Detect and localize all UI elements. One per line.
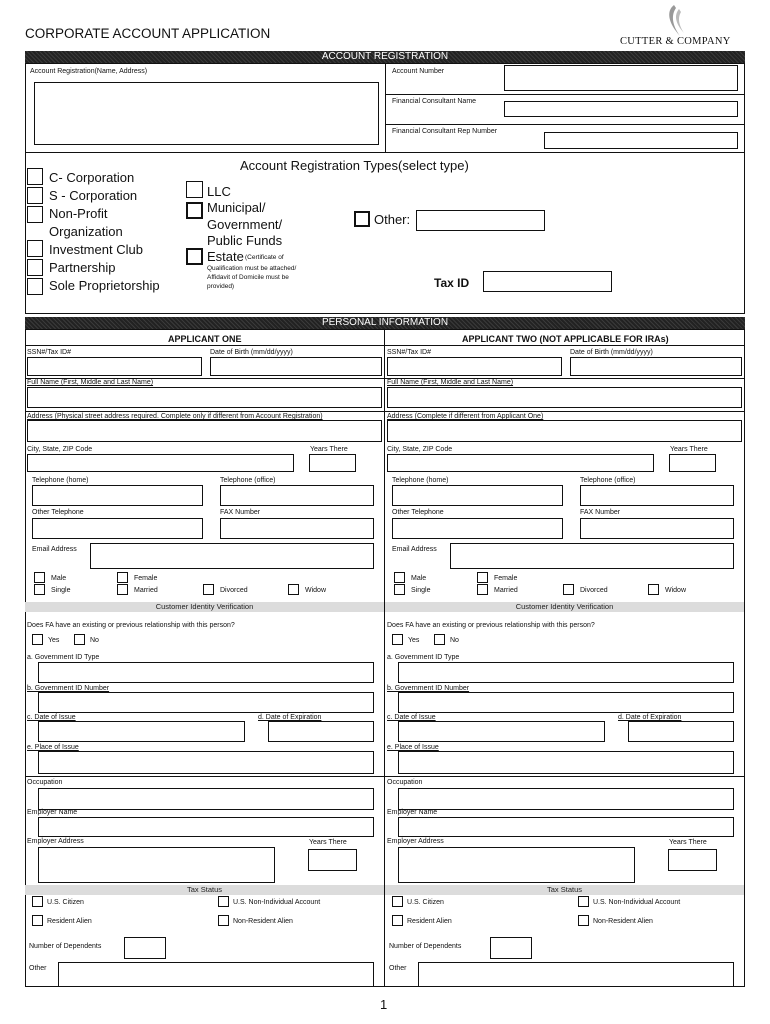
a1-gov-id-number-label: b. Government ID Number bbox=[27, 685, 110, 692]
a2-us-citizen-label: U.S. Citizen bbox=[407, 899, 444, 906]
a2-employer-name-label: Employer Name bbox=[387, 809, 438, 816]
a2-place-issue-label: e. Place of Issue bbox=[387, 744, 439, 751]
investment-club-checkbox[interactable] bbox=[27, 240, 43, 257]
a2-dob-field[interactable] bbox=[570, 357, 742, 376]
a1-widow-label: Widow bbox=[305, 587, 327, 594]
a1-place-issue-field[interactable] bbox=[38, 751, 374, 774]
a2-divorced-label: Divorced bbox=[580, 587, 608, 594]
a1-years2-label: Years There bbox=[309, 839, 347, 846]
a2-dependents-label: Number of Dependents bbox=[389, 943, 462, 950]
a1-date-exp-label: d. Date of Expiration bbox=[258, 714, 322, 721]
a2-gov-id-number-label: b. Government ID Number bbox=[387, 685, 470, 692]
a1-non-resident-alien-label: Non-Resident Alien bbox=[233, 918, 293, 925]
a2-tax-status-bar: Tax Status bbox=[385, 885, 744, 895]
a1-email-field[interactable] bbox=[90, 543, 374, 569]
a2-full-name-label: Full Name (First, Middle and Last Name) bbox=[387, 379, 514, 386]
a1-gov-id-type-label: a. Government ID Type bbox=[27, 654, 100, 661]
a1-other-tel-label: Other Telephone bbox=[32, 509, 84, 516]
a1-ssn-label: SSN#/Tax ID# bbox=[27, 349, 71, 356]
investment-club-label: Investment Club bbox=[49, 242, 143, 257]
company-logo: CUTTER & COMPANY bbox=[620, 36, 731, 47]
llc-label: LLC bbox=[207, 184, 231, 199]
a2-us-citizen-checkbox[interactable] bbox=[392, 896, 403, 907]
consultant-name-field[interactable] bbox=[504, 101, 738, 117]
a2-city-label: City, State, ZIP Code bbox=[387, 446, 453, 453]
a1-us-non-ind-label: U.S. Non-Individual Account bbox=[233, 899, 321, 906]
a2-years2-field[interactable] bbox=[668, 849, 717, 871]
a2-yes-label: Yes bbox=[408, 637, 420, 644]
a1-married-checkbox[interactable] bbox=[117, 584, 128, 595]
tax-id-field[interactable] bbox=[483, 271, 612, 292]
a2-date-exp-label: d. Date of Expiration bbox=[618, 714, 682, 721]
a2-no-checkbox[interactable] bbox=[434, 634, 445, 645]
a2-widow-label: Widow bbox=[665, 587, 687, 594]
a1-other-field[interactable] bbox=[58, 962, 374, 987]
a2-occupation-field[interactable] bbox=[398, 788, 734, 810]
llc-checkbox[interactable] bbox=[186, 181, 203, 198]
a1-female-checkbox[interactable] bbox=[117, 572, 128, 583]
a2-female-label: Female bbox=[494, 575, 518, 582]
a1-fa-question: Does FA have an existing or previous relationship with this person? bbox=[27, 622, 235, 629]
other-type-checkbox[interactable] bbox=[354, 211, 370, 227]
a2-dob-label: Date of Birth (mm/dd/yyyy) bbox=[570, 349, 653, 356]
a2-tel-home-label: Telephone (home) bbox=[392, 477, 449, 484]
a1-tel-office-field[interactable] bbox=[220, 485, 374, 506]
a1-full-name-label: Full Name (First, Middle and Last Name) bbox=[27, 379, 154, 386]
a2-fa-question: Does FA have an existing or previous relationship with this person? bbox=[387, 622, 595, 629]
a2-email-label: Email Address bbox=[392, 546, 437, 553]
a1-single-label: Single bbox=[51, 587, 71, 594]
account-number-field[interactable] bbox=[504, 65, 738, 91]
a1-ssn-field[interactable] bbox=[27, 357, 202, 376]
tax-id-label: Tax ID bbox=[434, 276, 470, 290]
estate-note-2: Qualification must be attached/ bbox=[207, 265, 297, 272]
non-profit-label-2: Organization bbox=[49, 224, 123, 239]
a1-city-label: City, State, ZIP Code bbox=[27, 446, 93, 453]
name-address-field[interactable] bbox=[34, 82, 379, 145]
a1-full-name-field[interactable] bbox=[27, 387, 382, 408]
a2-date-exp-field[interactable] bbox=[628, 721, 734, 742]
a2-married-checkbox[interactable] bbox=[477, 584, 488, 595]
a1-resident-alien-checkbox[interactable] bbox=[32, 915, 43, 926]
a2-male-label: Male bbox=[411, 575, 427, 582]
a1-years-label: Years There bbox=[310, 446, 348, 453]
a2-widow-checkbox[interactable] bbox=[648, 584, 659, 595]
a1-divorced-checkbox[interactable] bbox=[203, 584, 214, 595]
a1-us-citizen-checkbox[interactable] bbox=[32, 896, 43, 907]
a1-no-label: No bbox=[90, 637, 99, 644]
other-type-label: Other: bbox=[374, 212, 411, 227]
partnership-label: Partnership bbox=[49, 260, 116, 275]
account-number-label: Account Number bbox=[392, 68, 445, 75]
estate-note-4: provided) bbox=[207, 283, 235, 290]
a1-city-field[interactable] bbox=[27, 454, 294, 472]
a2-non-resident-alien-checkbox[interactable] bbox=[578, 915, 589, 926]
a2-employer-address-label: Employer Address bbox=[387, 838, 444, 845]
a1-years-field[interactable] bbox=[309, 454, 356, 472]
a1-tel-home-field[interactable] bbox=[32, 485, 203, 506]
a2-us-non-ind-label: U.S. Non-Individual Account bbox=[593, 899, 681, 906]
a1-gov-id-number-field[interactable] bbox=[38, 692, 374, 713]
a1-date-exp-field[interactable] bbox=[268, 721, 374, 742]
a1-no-checkbox[interactable] bbox=[74, 634, 85, 645]
a2-resident-alien-label: Resident Alien bbox=[407, 918, 452, 925]
a2-place-issue-field[interactable] bbox=[398, 751, 734, 774]
a2-no-label: No bbox=[450, 637, 459, 644]
a1-occupation-label: Occupation bbox=[27, 779, 63, 786]
a1-civ-bar: Customer Identity Verification bbox=[25, 602, 384, 612]
estate-label: Estate bbox=[207, 249, 244, 264]
a2-tel-office-field[interactable] bbox=[580, 485, 734, 506]
a2-gov-id-type-field[interactable] bbox=[398, 662, 734, 683]
a2-fax-label: FAX Number bbox=[580, 509, 621, 516]
a1-non-resident-alien-checkbox[interactable] bbox=[218, 915, 229, 926]
account-registration-bar: ACCOUNT REGISTRATION bbox=[25, 51, 745, 63]
partnership-checkbox[interactable] bbox=[27, 259, 43, 276]
a1-us-non-ind-checkbox[interactable] bbox=[218, 896, 229, 907]
a1-dependents-field[interactable] bbox=[124, 937, 166, 959]
a1-male-label: Male bbox=[51, 575, 67, 582]
c-corp-label: C- Corporation bbox=[49, 170, 135, 185]
non-profit-checkbox[interactable] bbox=[27, 206, 43, 223]
a1-fax-label: FAX Number bbox=[220, 509, 261, 516]
a1-place-issue-label: e. Place of Issue bbox=[27, 744, 79, 751]
a1-years2-field[interactable] bbox=[308, 849, 357, 871]
a1-tax-status-bar: Tax Status bbox=[25, 885, 384, 895]
a2-resident-alien-checkbox[interactable] bbox=[392, 915, 403, 926]
a2-non-resident-alien-label: Non-Resident Alien bbox=[593, 918, 653, 925]
a1-date-issue-label: c. Date of Issue bbox=[27, 714, 76, 721]
estate-note: (Certificate of bbox=[245, 254, 284, 261]
estate-note-3: Affidavit of Domicile must be bbox=[207, 274, 289, 281]
page-number: 1 bbox=[380, 997, 388, 1012]
consultant-rep-label: Financial Consultant Rep Number bbox=[392, 128, 498, 135]
a2-full-name-field[interactable] bbox=[387, 387, 742, 408]
a1-gov-id-type-field[interactable] bbox=[38, 662, 374, 683]
a2-email-field[interactable] bbox=[450, 543, 734, 569]
a1-dependents-label: Number of Dependents bbox=[29, 943, 102, 950]
registration-types-title: Account Registration Types(select type) bbox=[240, 158, 469, 173]
a2-employer-name-field[interactable] bbox=[398, 817, 734, 837]
consultant-name-label: Financial Consultant Name bbox=[392, 98, 477, 105]
a1-single-checkbox[interactable] bbox=[34, 584, 45, 595]
a1-yes-checkbox[interactable] bbox=[32, 634, 43, 645]
sole-prop-label: Sole Proprietorship bbox=[49, 278, 160, 293]
a2-civ-bar: Customer Identity Verification bbox=[385, 602, 744, 612]
a2-ssn-field[interactable] bbox=[387, 357, 562, 376]
a2-single-checkbox[interactable] bbox=[394, 584, 405, 595]
a1-divorced-label: Divorced bbox=[220, 587, 248, 594]
s-corp-checkbox[interactable] bbox=[27, 187, 43, 204]
municipal-label: Municipal/ bbox=[207, 200, 266, 215]
a2-other-tel-field[interactable] bbox=[392, 518, 563, 539]
a1-female-label: Female bbox=[134, 575, 158, 582]
a1-employer-address-field[interactable] bbox=[38, 847, 275, 883]
a1-dob-label: Date of Birth (mm/dd/yyyy) bbox=[210, 349, 293, 356]
a1-yes-label: Yes bbox=[48, 637, 60, 644]
a1-tel-home-label: Telephone (home) bbox=[32, 477, 89, 484]
consultant-rep-field[interactable] bbox=[544, 132, 738, 149]
a1-email-label: Email Address bbox=[32, 546, 77, 553]
a2-city-field[interactable] bbox=[387, 454, 654, 472]
a1-occupation-field[interactable] bbox=[38, 788, 374, 810]
a2-single-label: Single bbox=[411, 587, 431, 594]
a2-tel-home-field[interactable] bbox=[392, 485, 563, 506]
a1-other-tel-field[interactable] bbox=[32, 518, 203, 539]
a2-heading: APPLICANT TWO (NOT APPLICABLE FOR IRAs) bbox=[462, 334, 669, 344]
a2-years2-label: Years There bbox=[669, 839, 707, 846]
a2-female-checkbox[interactable] bbox=[477, 572, 488, 583]
a2-employer-address-field[interactable] bbox=[398, 847, 635, 883]
a1-widow-checkbox[interactable] bbox=[288, 584, 299, 595]
a2-address-field[interactable] bbox=[387, 420, 742, 442]
municipal-label-2: Government/ bbox=[207, 217, 283, 232]
a2-ssn-label: SSN#/Tax ID# bbox=[387, 349, 431, 356]
a2-fax-field[interactable] bbox=[580, 518, 734, 539]
a1-employer-address-label: Employer Address bbox=[27, 838, 84, 845]
non-profit-label: Non-Profit bbox=[49, 206, 108, 221]
a2-date-issue-label: c. Date of Issue bbox=[387, 714, 436, 721]
a2-occupation-label: Occupation bbox=[387, 779, 423, 786]
a1-date-issue-field[interactable] bbox=[38, 721, 245, 742]
c-corp-checkbox[interactable] bbox=[27, 168, 43, 185]
a2-other-label: Other bbox=[389, 965, 407, 972]
page-title: CORPORATE ACCOUNT APPLICATION bbox=[25, 26, 271, 41]
a2-other-tel-label: Other Telephone bbox=[392, 509, 444, 516]
a2-divorced-checkbox[interactable] bbox=[563, 584, 574, 595]
a1-male-checkbox[interactable] bbox=[34, 572, 45, 583]
other-type-field[interactable] bbox=[416, 210, 545, 231]
a2-married-label: Married bbox=[494, 587, 518, 594]
a2-tel-office-label: Telephone (office) bbox=[580, 477, 636, 484]
a1-fax-field[interactable] bbox=[220, 518, 374, 539]
a1-employer-name-field[interactable] bbox=[38, 817, 374, 837]
a2-us-non-ind-checkbox[interactable] bbox=[578, 896, 589, 907]
a2-male-checkbox[interactable] bbox=[394, 572, 405, 583]
name-address-label: Account Registration(Name, Address) bbox=[30, 68, 148, 75]
municipal-label-3: Public Funds bbox=[207, 233, 283, 248]
a2-dependents-field[interactable] bbox=[490, 937, 532, 959]
a2-yes-checkbox[interactable] bbox=[392, 634, 403, 645]
a2-years-label: Years There bbox=[670, 446, 708, 453]
s-corp-label: S - Corporation bbox=[49, 188, 138, 203]
a2-date-issue-field[interactable] bbox=[398, 721, 605, 742]
sole-prop-checkbox[interactable] bbox=[27, 278, 43, 295]
a1-dob-field[interactable] bbox=[210, 357, 382, 376]
a2-other-field[interactable] bbox=[418, 962, 734, 987]
a1-married-label: Married bbox=[134, 587, 158, 594]
a1-other-label: Other bbox=[29, 965, 47, 972]
a1-tel-office-label: Telephone (office) bbox=[220, 477, 276, 484]
a1-resident-alien-label: Resident Alien bbox=[47, 918, 92, 925]
a2-gov-id-number-field[interactable] bbox=[398, 692, 734, 713]
a1-address-label: Address (Physical street address required. Complete only if different from Account Registration) bbox=[27, 413, 323, 420]
a1-employer-name-label: Employer Name bbox=[27, 809, 78, 816]
a1-heading: APPLICANT ONE bbox=[168, 334, 242, 344]
a2-address-label: Address (Complete if different from Applicant One) bbox=[387, 413, 544, 420]
a2-gov-id-type-label: a. Government ID Type bbox=[387, 654, 460, 661]
municipal-checkbox[interactable] bbox=[186, 202, 203, 219]
a1-address-field[interactable] bbox=[27, 420, 382, 442]
personal-info-bar: PERSONAL INFORMATION bbox=[25, 317, 745, 329]
a2-years-field[interactable] bbox=[669, 454, 716, 472]
logo-swoosh-icon bbox=[660, 3, 690, 37]
a1-us-citizen-label: U.S. Citizen bbox=[47, 899, 84, 906]
estate-checkbox[interactable] bbox=[186, 248, 203, 265]
